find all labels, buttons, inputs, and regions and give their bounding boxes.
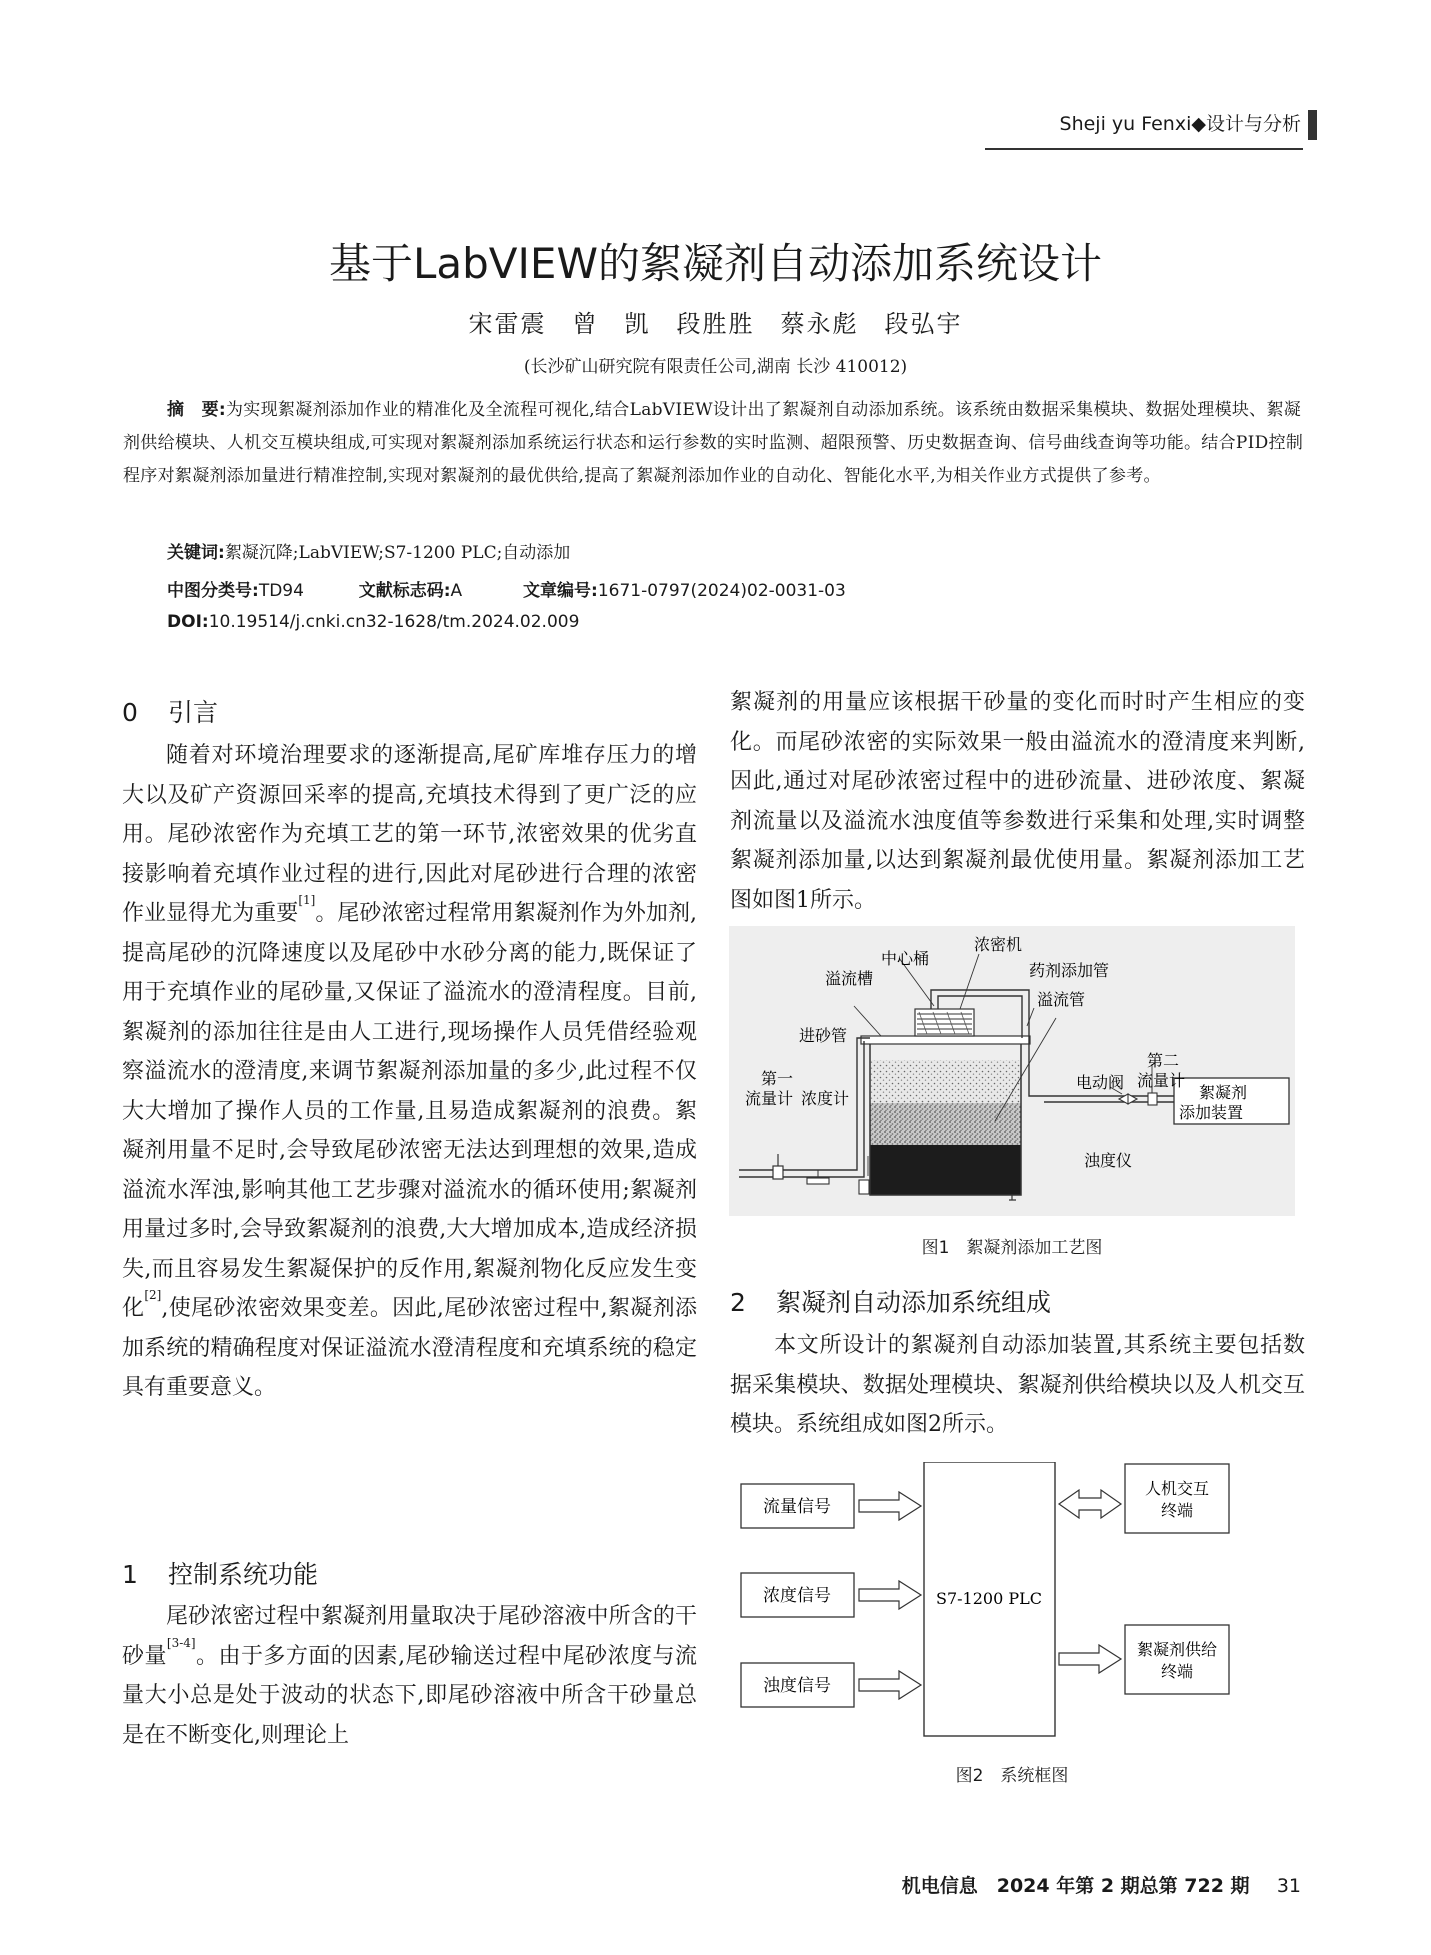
doi-label: DOI:	[167, 612, 209, 632]
label-density-meter: 浓度计	[801, 1089, 850, 1108]
flowmeter-2	[1148, 1093, 1157, 1105]
section-2-heading	[730, 1283, 1051, 1319]
arrow-flow-icon	[859, 1492, 921, 1520]
article-no-value: 1671-0797(2024)02-0031-03	[597, 581, 846, 601]
label-thickener: 浓密机	[974, 935, 1023, 954]
input-label: 流量信号	[763, 1497, 831, 1517]
keywords-line	[167, 538, 570, 563]
paper-title: 基于LabVIEW的絮凝剂自动添加系统设计	[329, 239, 1102, 288]
sediment-layer	[870, 1103, 1021, 1145]
section-1-paragraph	[122, 1597, 697, 1755]
figure-2-block-diagram	[729, 1462, 1295, 1742]
paragraph-text: 随着对环境治理要求的逐渐提高,尾矿库堆存压力的增大以及矿产资源回采率的提高,充填技术得到了更广泛的应用。尾砂浓密作为充填工艺的第一环节,浓密效果的优劣直接影响着充填作业过程的进行,因此对尾砂进行合理的浓密作业显得尤为重要	[122, 743, 697, 926]
clear-layer	[870, 1060, 1021, 1103]
supply-label-a: 絮凝剂供给	[1136, 1640, 1218, 1659]
header-bar-decoration	[1308, 110, 1317, 140]
hmi-box	[1125, 1464, 1229, 1533]
figure-1	[729, 926, 1295, 1216]
abstract-text: 为实现絮凝剂添加作业的精准化及全流程可视化,结合LabVIEW设计出了絮凝剂自动添加系统。该系统由数据采集模块、数据处理模块、絮凝剂供给模块、人机交互模块组成,可实现对絮凝剂添加系统运行状态和运行参数的实时监测、超限预警、历史数据查询、信号曲线查询等功能。结合PID控制程序对絮凝剂添加量进行精准控制,实现对絮凝剂的最优供给,提高了絮凝剂添加作业的自动化、智能化水平,为相关作业方式提供了参考。	[123, 400, 1304, 486]
density-meter	[807, 1178, 829, 1184]
paper-authors: 宋雷震 曾 凯 段胜胜 蔡永彪 段弘宇	[468, 310, 963, 338]
bidirectional-arrow-icon	[1059, 1490, 1121, 1518]
figure-1-caption: 图1 絮凝剂添加工艺图	[921, 1238, 1103, 1258]
doc-code-label: 文献标志码:	[358, 581, 451, 601]
label-flowmeter-1a: 第一	[761, 1069, 794, 1088]
paragraph-text: 。由于多方面的因素,尾砂输送过程中尾砂浓度与流量大小总是处于波动的状态下,即尾砂溶液中所含干砂量总是在不断变化,则理论上	[122, 1643, 697, 1748]
keywords-label: 关键词:	[167, 543, 225, 563]
section-2-paragraph: 本文所设计的絮凝剂自动添加装置,其系统主要包括数据采集模块、数据处理模块、絮凝剂供给模块以及人机交互模块。系统组成如图2所示。	[730, 1333, 1305, 1437]
section-0-title: 引言	[168, 698, 219, 727]
input-label: 浊度信号	[763, 1676, 831, 1696]
keywords-text: 絮凝沉降;LabVIEW;S7-1200 PLC;自动添加	[224, 543, 571, 563]
label-motor-valve: 电动阀	[1076, 1073, 1125, 1092]
doc-code-value: A	[450, 581, 463, 601]
section-0-number: 0	[122, 698, 138, 727]
figure-1-process-diagram	[729, 926, 1295, 1216]
arrow-supply-icon	[1059, 1645, 1121, 1673]
label-overflow-pipe: 溢流管	[1037, 990, 1086, 1009]
flowmeter-1	[773, 1166, 783, 1179]
supply-box	[1125, 1625, 1229, 1694]
arrow-turbidity-icon	[859, 1671, 921, 1699]
classification-line	[167, 576, 846, 601]
section-1-heading	[122, 1555, 318, 1591]
label-turbidimeter: 浊度仪	[1084, 1151, 1133, 1170]
section-0-heading	[122, 693, 218, 729]
label-dosing-device-b: 添加装置	[1179, 1103, 1244, 1122]
turbidimeter	[859, 1180, 869, 1194]
section-0-paragraph	[122, 736, 697, 1408]
paragraph-text: 。尾砂浓密过程常用絮凝剂作为外加剂,提高尾砂的沉降速度以及尾砂中水砂分离的能力,既保证了用于充填作业的尾砂量,又保证了溢流水的澄清程度。目前,絮凝剂的添加往往是由人工进行,现场操作人员凭借经验观察溢流水的澄清度,来调节絮凝剂添加量的多少,此过程不仅大大增加了操作人员的工作量,且易造成絮凝剂的浪费。絮凝剂用量不足时,会导致尾砂浓密无法达到理想的效果,造成溢流水浑浊,影响其他工艺步骤对溢流水的循环使用;絮凝剂用量过多时,会导致絮凝剂的浪费,大大增加成本,造成经济损失,而且容易发生絮凝保护的反作用,絮凝剂物化反应发生变化	[122, 901, 697, 1321]
citation: [3-4]	[166, 1635, 196, 1650]
running-title: Sheji yu Fenxi◆设计与分析	[1059, 113, 1301, 135]
label-flowmeter-2b: 流量计	[1137, 1071, 1186, 1090]
footer-journal: 机电信息 2024 年第 2 期总第 722 期	[901, 1875, 1250, 1897]
citation: [1]	[298, 893, 316, 907]
supply-label-b: 终端	[1160, 1662, 1194, 1681]
hmi-label-b: 终端	[1160, 1501, 1194, 1520]
running-header	[1060, 112, 1301, 136]
plc-label: S7-1200 PLC	[936, 1589, 1042, 1608]
section-1-number: 1	[122, 1560, 138, 1589]
hmi-label-a: 人机交互	[1144, 1479, 1210, 1498]
figure-2-caption: 图2 系统框图	[955, 1766, 1069, 1786]
citation: [2]	[144, 1288, 162, 1302]
abstract-label: 摘 要:	[167, 400, 226, 420]
label-dosing-device-a: 絮凝剂	[1199, 1083, 1248, 1102]
abstract	[123, 394, 1305, 493]
page-footer	[902, 1871, 1301, 1898]
clc-label: 中图分类号:	[167, 581, 259, 601]
doi-value: 10.19514/j.cnki.cn32-1628/tm.2024.02.009	[208, 612, 580, 632]
article-no-label: 文章编号:	[523, 581, 598, 601]
section-2-title: 絮凝剂自动添加系统组成	[776, 1288, 1052, 1317]
section-1-title: 控制系统功能	[168, 1560, 319, 1589]
compacted-layer	[870, 1145, 1021, 1195]
label-flowmeter-1b: 流量计	[745, 1089, 794, 1108]
clc-value: TD94	[258, 581, 304, 601]
header-rule	[985, 148, 1303, 150]
label-center-barrel: 中心桶	[881, 949, 930, 968]
label-feed-pipe: 进砂管	[799, 1026, 848, 1045]
page-number: 31	[1276, 1875, 1301, 1897]
label-overflow-tank: 溢流槽	[825, 969, 874, 988]
overflow-tank	[861, 1036, 1030, 1044]
paragraph-text: ,使尾砂浓密效果变差。因此,尾砂浓密过程中,絮凝剂添加系统的精确程度对保证溢流水澄清程度和充填系统的稳定具有重要意义。	[122, 1296, 697, 1400]
input-label: 浓度信号	[763, 1586, 831, 1606]
label-dosing-pipe: 药剂添加管	[1029, 961, 1110, 980]
paragraph-text: 尾砂浓密过程中絮凝剂用量取决于尾砂溶液中所含的干砂量	[122, 1604, 697, 1669]
arrow-density-icon	[859, 1581, 921, 1609]
right-column-paragraph: 絮凝剂的用量应该根据干砂量的变化而时时产生相应的变化。而尾砂浓密的实际效果一般由溢流水的澄清度来判断,因此,通过对尾砂浓密过程中的进砂流量、进砂浓度、絮凝剂流量以及溢流水浊度值等参数进行采集和处理,实时调整絮凝剂添加量,以达到絮凝剂最优使用量。絮凝剂添加工艺图如图1所示。	[730, 690, 1305, 913]
label-flowmeter-2a: 第二	[1147, 1051, 1180, 1070]
doi-line	[167, 612, 579, 632]
section-2-number: 2	[730, 1288, 746, 1317]
paper-affiliation: (长沙矿山研究院有限责任公司,湖南 长沙 410012)	[523, 357, 908, 377]
figure-2	[729, 1462, 1295, 1742]
